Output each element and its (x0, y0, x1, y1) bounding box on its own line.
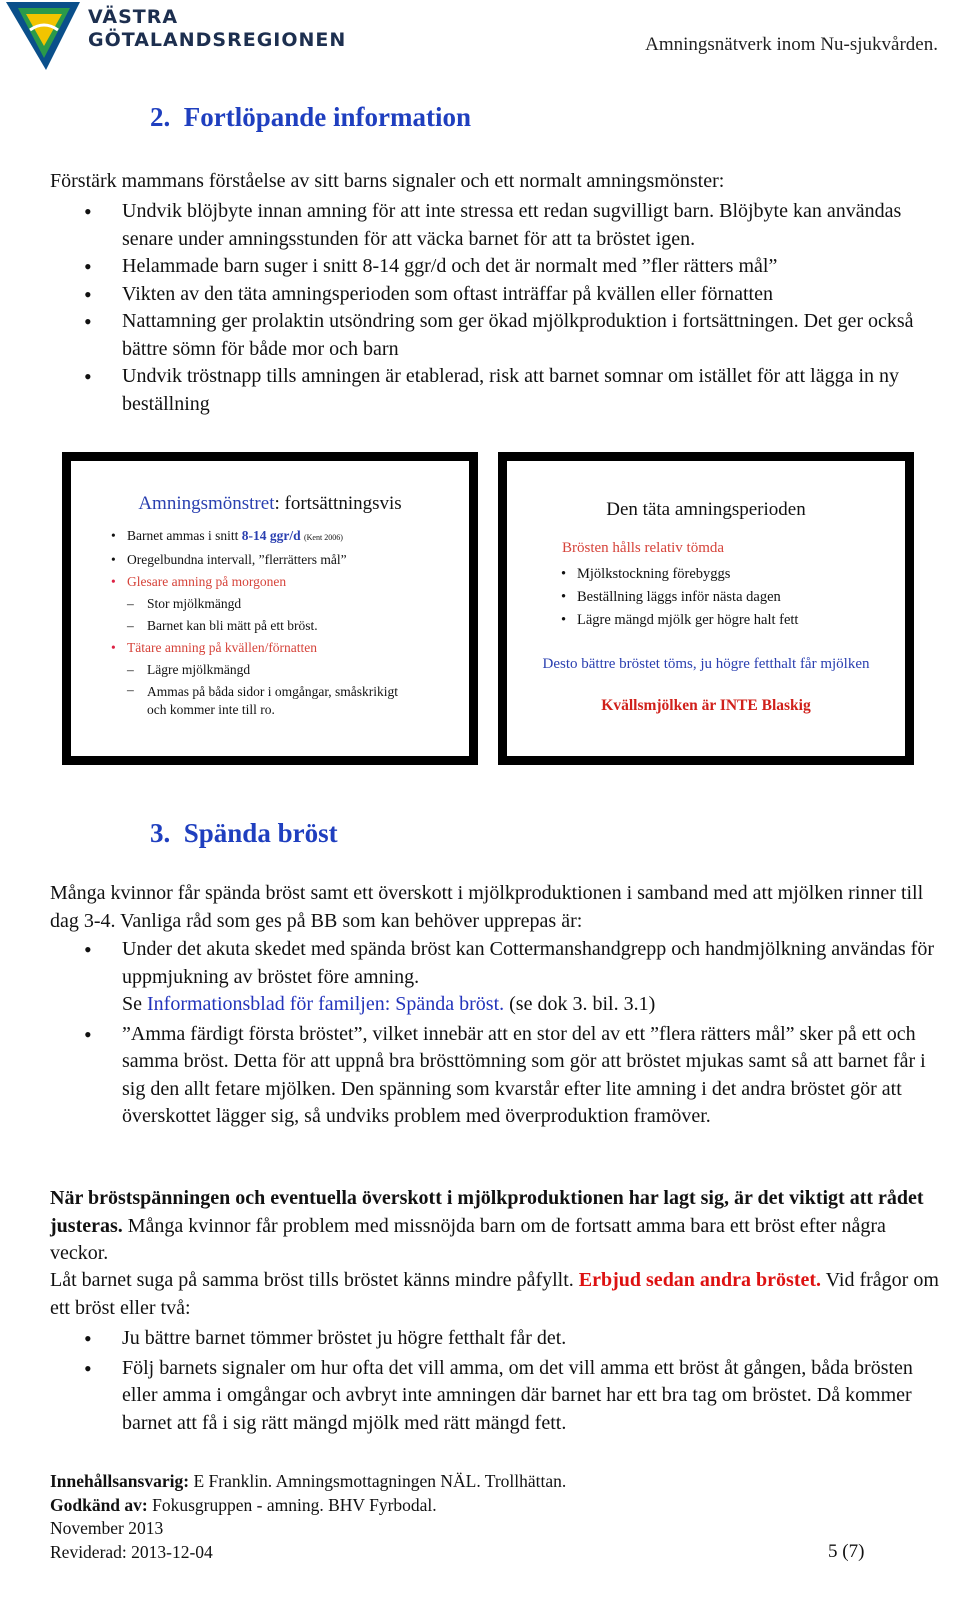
list-item: • ”Amma färdigt första bröstet”, vilket innebär att en stor del av ett ”flera rätters mål” sker på ett och samma bröst. Detta för att uppnå bra brösttömning som gör att bröstet mjukas samt så att barnet får i sig den allt fetare mjölken. Den spänning som kvarstår efter lite amning i det andra bröstet gör att överskottet lägger sig, så undviks problem med överproduktion framöver. (50, 1021, 945, 1131)
section3-paragraph (50, 1185, 940, 1268)
slide1-item3: Glesare amning på morgonen (127, 574, 287, 589)
slide2-subtitle: Brösten hålls relativ tömda (562, 540, 725, 556)
list-item: • Oregelbundna intervall, ”flerrätters mål” (109, 549, 459, 571)
footer-approved (50, 1494, 566, 1518)
section2-number: 2. (150, 102, 171, 132)
list-item: • Ju bättre barnet tömmer bröstet ju högre fetthalt får det. (50, 1325, 945, 1353)
section3-para2-b: Vid frågor om ett bröst eller två: (50, 1269, 939, 1319)
section2-intro: Förstärk mammans förståelse av sitt barns signaler och ett normalt amningsmönster: (50, 170, 725, 192)
section3-number: 3. (150, 818, 171, 848)
list-item (109, 571, 459, 593)
footer-resp-value: E Franklin. Amningsmottagningen NÄL. Trollhättan. (189, 1471, 567, 1491)
footer-revised: Reviderad: 2013-12-04 (50, 1541, 213, 1562)
section3-para2-a: Låt barnet suga på samma bröst tills bröstet känns mindre påfyllt. (50, 1269, 579, 1291)
footer-responsible (50, 1470, 566, 1494)
section3-bullet1-se: Se (122, 993, 147, 1015)
page-number: 5 (7) (828, 1541, 865, 1562)
list-item: • Beställning läggs inför nästa dagen (559, 586, 889, 609)
list-item (50, 936, 945, 1019)
section3-paragraph2 (50, 1267, 940, 1322)
list-item: • Följ barnets signaler om hur ofta det vill amma, om det vill amma ett bröst åt gången, båda brösten eller amma i omgångar och avbryt inte amningen där barnet har ett bra tag om bröstet. Då kommer barnet att få i sig rätt mängd mjölk med rätt mängd fett. (50, 1355, 945, 1438)
slide1-item1-a: Barnet ammas i snitt (127, 528, 242, 543)
slide1-item4-sub2b: och kommer inte till ro. (147, 702, 275, 717)
logo-text (88, 6, 346, 52)
region-logo-icon (0, 0, 90, 72)
section3-bullet1-ref: (se dok 3. bil. 3.1) (504, 993, 656, 1015)
list-item (109, 637, 459, 659)
logo-line2: GÖTALANDSREGIONEN (88, 29, 347, 51)
footer-resp-label: Innehållsansvarig: (50, 1471, 190, 1491)
list-item: – Barnet kan bli mätt på ett bröst. (109, 615, 459, 637)
logo-line1: VÄSTRA (88, 6, 179, 28)
slide1-list (109, 525, 459, 719)
list-item (109, 525, 459, 549)
list-item: • Nattamning ger prolaktin utsöndring som ger ökad mjölkproduktion i fortsättningen. Det ger också bättre sömn för både mor och barn (50, 308, 945, 363)
section2-heading (150, 102, 471, 133)
list-item: • Undvik blöjbyte innan amning för att inte stressa ett redan sugvilligt barn. Blöjbyte kan användas senare under amningsstunden för att väcka barnet för att ta bröstet igen. (50, 198, 945, 253)
section3-para-bold: När bröstspänningen och eventuella överskott i mjölkproduktionen har lagt sig, är det viktigt att rådet justeras. (50, 1187, 924, 1237)
info-sheet-link[interactable]: Informationsblad för familjen: Spända bröst. (147, 993, 505, 1015)
slide2-title: Den täta amningsperioden (606, 499, 806, 520)
footer-date: November 2013 (50, 1518, 164, 1538)
list-item: • Vikten av den täta amningsperioden som oftast inträffar på kvällen eller förnatten (50, 281, 945, 309)
section3-intro: Många kvinnor får spända bröst samt ett överskott i mjölkproduktionen i samband med att mjölken rinner till dag 3-4. Vanliga råd som ges på BB som kan behöver upprepas är: (50, 882, 924, 932)
slide1-item4: Tätare amning på kvällen/förnatten (127, 640, 318, 655)
list-item: • Mjölkstockning förebyggs (559, 563, 889, 586)
section2-bullet-list (50, 198, 945, 418)
slide1-title (71, 493, 469, 515)
section3-bullet-list (50, 936, 945, 1131)
section3-title: Spända bröst (183, 818, 338, 848)
section3-bullet-list-end (50, 1325, 945, 1437)
section3-para2-red: Erbjud sedan andra bröstet. (578, 1269, 822, 1291)
section2-title: Fortlöpande information (183, 102, 471, 132)
footer-approved-label: Godkänd av: (50, 1494, 148, 1515)
slide1-item4-sub2a: Ammas på båda sidor i omgångar, småskrikigt (147, 684, 399, 699)
section3-heading (150, 818, 338, 849)
list-item (109, 681, 459, 719)
header-title: Amningsnätverk inom Nu-sjukvården. (645, 34, 938, 55)
slide-tata-amningsperioden (498, 452, 914, 765)
list-item: – Lägre mjölkmängd (109, 659, 459, 681)
slide2-list (559, 563, 889, 632)
list-item: • Helammade barn suger i snitt 8-14 ggr/d och det är normalt med ”fler rätters mål” (50, 253, 945, 281)
list-item: • Undvik tröstnapp tills amningen är etablerad, risk att barnet somnar om istället för att lägga in ny beställning (50, 363, 945, 418)
slide1-item1-b: 8-14 ggr/d (241, 528, 301, 543)
footer (50, 1470, 566, 1564)
section3-bullet1-text: Under det akuta skedet med spända bröst kan Cottermanshandgrepp och handmjölkning användas för uppmjukning av bröstet före amning. (122, 938, 935, 988)
slide1-title-b: : fortsättningsvis (274, 493, 402, 514)
slide1-item1-ref: (Kent 2006) (303, 533, 343, 542)
slide-amningsmonstret (62, 452, 478, 765)
footer-approved-value: Fokusgruppen - amning. BHV Fyrbodal. (147, 1494, 437, 1515)
section3-para-rest: Många kvinnor får problem med missnöjda barn om de fortsatt amma bara ett bröst efter några veckor. (50, 1214, 886, 1264)
list-item: • Lägre mängd mjölk ger högre halt fett (559, 609, 889, 632)
slide2-footer2: Kvällsmjölken är INTE Blaskig (601, 697, 811, 714)
slide1-title-a: Amningsmönstret (138, 493, 275, 514)
list-item: – Stor mjölkmängd (109, 593, 459, 615)
slide2-footer1: Desto bättre bröstet töms, ju högre fetthalt får mjölken (542, 656, 870, 672)
